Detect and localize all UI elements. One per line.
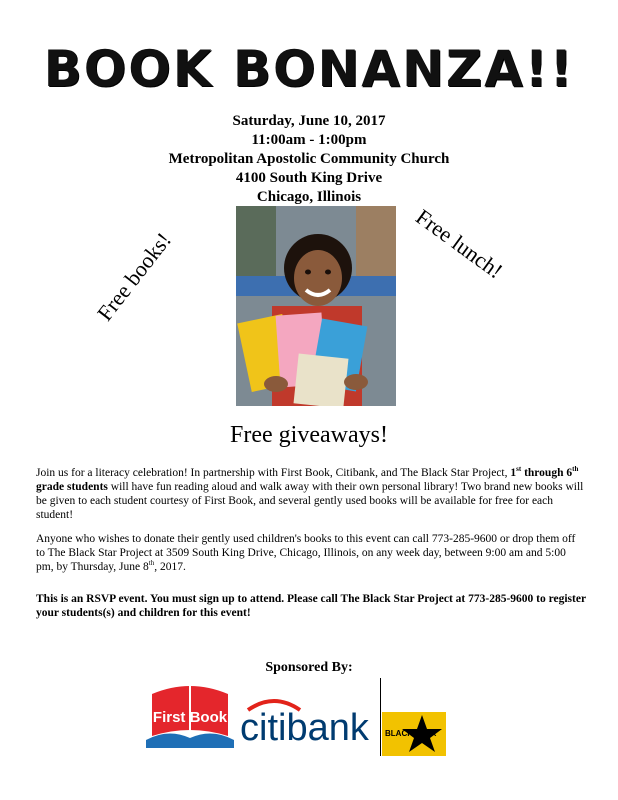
rsvp-paragraph: This is an RSVP event. You must sign up to attend. Please call The Black Star Project at 773-285-9600 to register your students(s) and children for this event!	[36, 593, 586, 619]
event-address: 4100 South King Drive	[235, 170, 383, 186]
intro-text-end: will have fun reading aloud and walk away with their own personal library! Two brand new books will be given to each student courtesy of First Book, and several gently used books will be available for free for each student!	[36, 481, 584, 521]
grade-start: 1	[510, 467, 517, 479]
black-star-wordmark: BLACK STAR	[385, 729, 437, 738]
donation-text-end: , 2017.	[154, 561, 186, 573]
child-with-books-photo	[236, 206, 396, 406]
intro-paragraph	[36, 466, 586, 522]
grade-students: grade students	[36, 481, 108, 493]
first-book-logo	[146, 680, 234, 750]
grade-end-sup: th	[572, 465, 579, 474]
donation-date-sup: th	[148, 559, 155, 568]
intro-text: Join us for a literacy celebration! In partnership with First Book, Citibank, and The Black Star Project,	[36, 467, 511, 479]
event-time: 11:00am - 1:00pm	[251, 132, 367, 148]
first-book-wordmark: First Book	[152, 709, 228, 726]
donation-paragraph	[36, 532, 586, 574]
sponsor-divider	[380, 678, 381, 756]
free-lunch-callout: Free lunch!	[411, 204, 508, 284]
event-venue: Metropolitan Apostolic Community Church	[168, 151, 450, 167]
grade-start-sup: st	[516, 465, 522, 474]
citibank-wordmark: citibank	[240, 707, 369, 748]
black-star-logo	[382, 712, 446, 756]
citibank-logo	[238, 692, 378, 748]
sponsored-by-heading: Sponsored By:	[265, 660, 353, 675]
event-city: Chicago, Illinois	[256, 189, 362, 205]
free-giveaways-callout: Free giveaways!	[230, 422, 388, 448]
poster-title: BOOK BONANZA!!	[43, 40, 575, 98]
grade-through: through 6	[524, 467, 573, 479]
free-books-callout: Free books!	[92, 227, 177, 326]
event-date: Saturday, June 10, 2017	[232, 113, 386, 129]
donation-text: Anyone who wishes to donate their gently used children's books to this event can call 773-285-9600 or drop them off to The Black Star Project at 3509 South King Drive, Chicago, Illinois, on any week day, between 9:00 am and 5:00 pm, by Thursday, June 8	[36, 533, 576, 573]
